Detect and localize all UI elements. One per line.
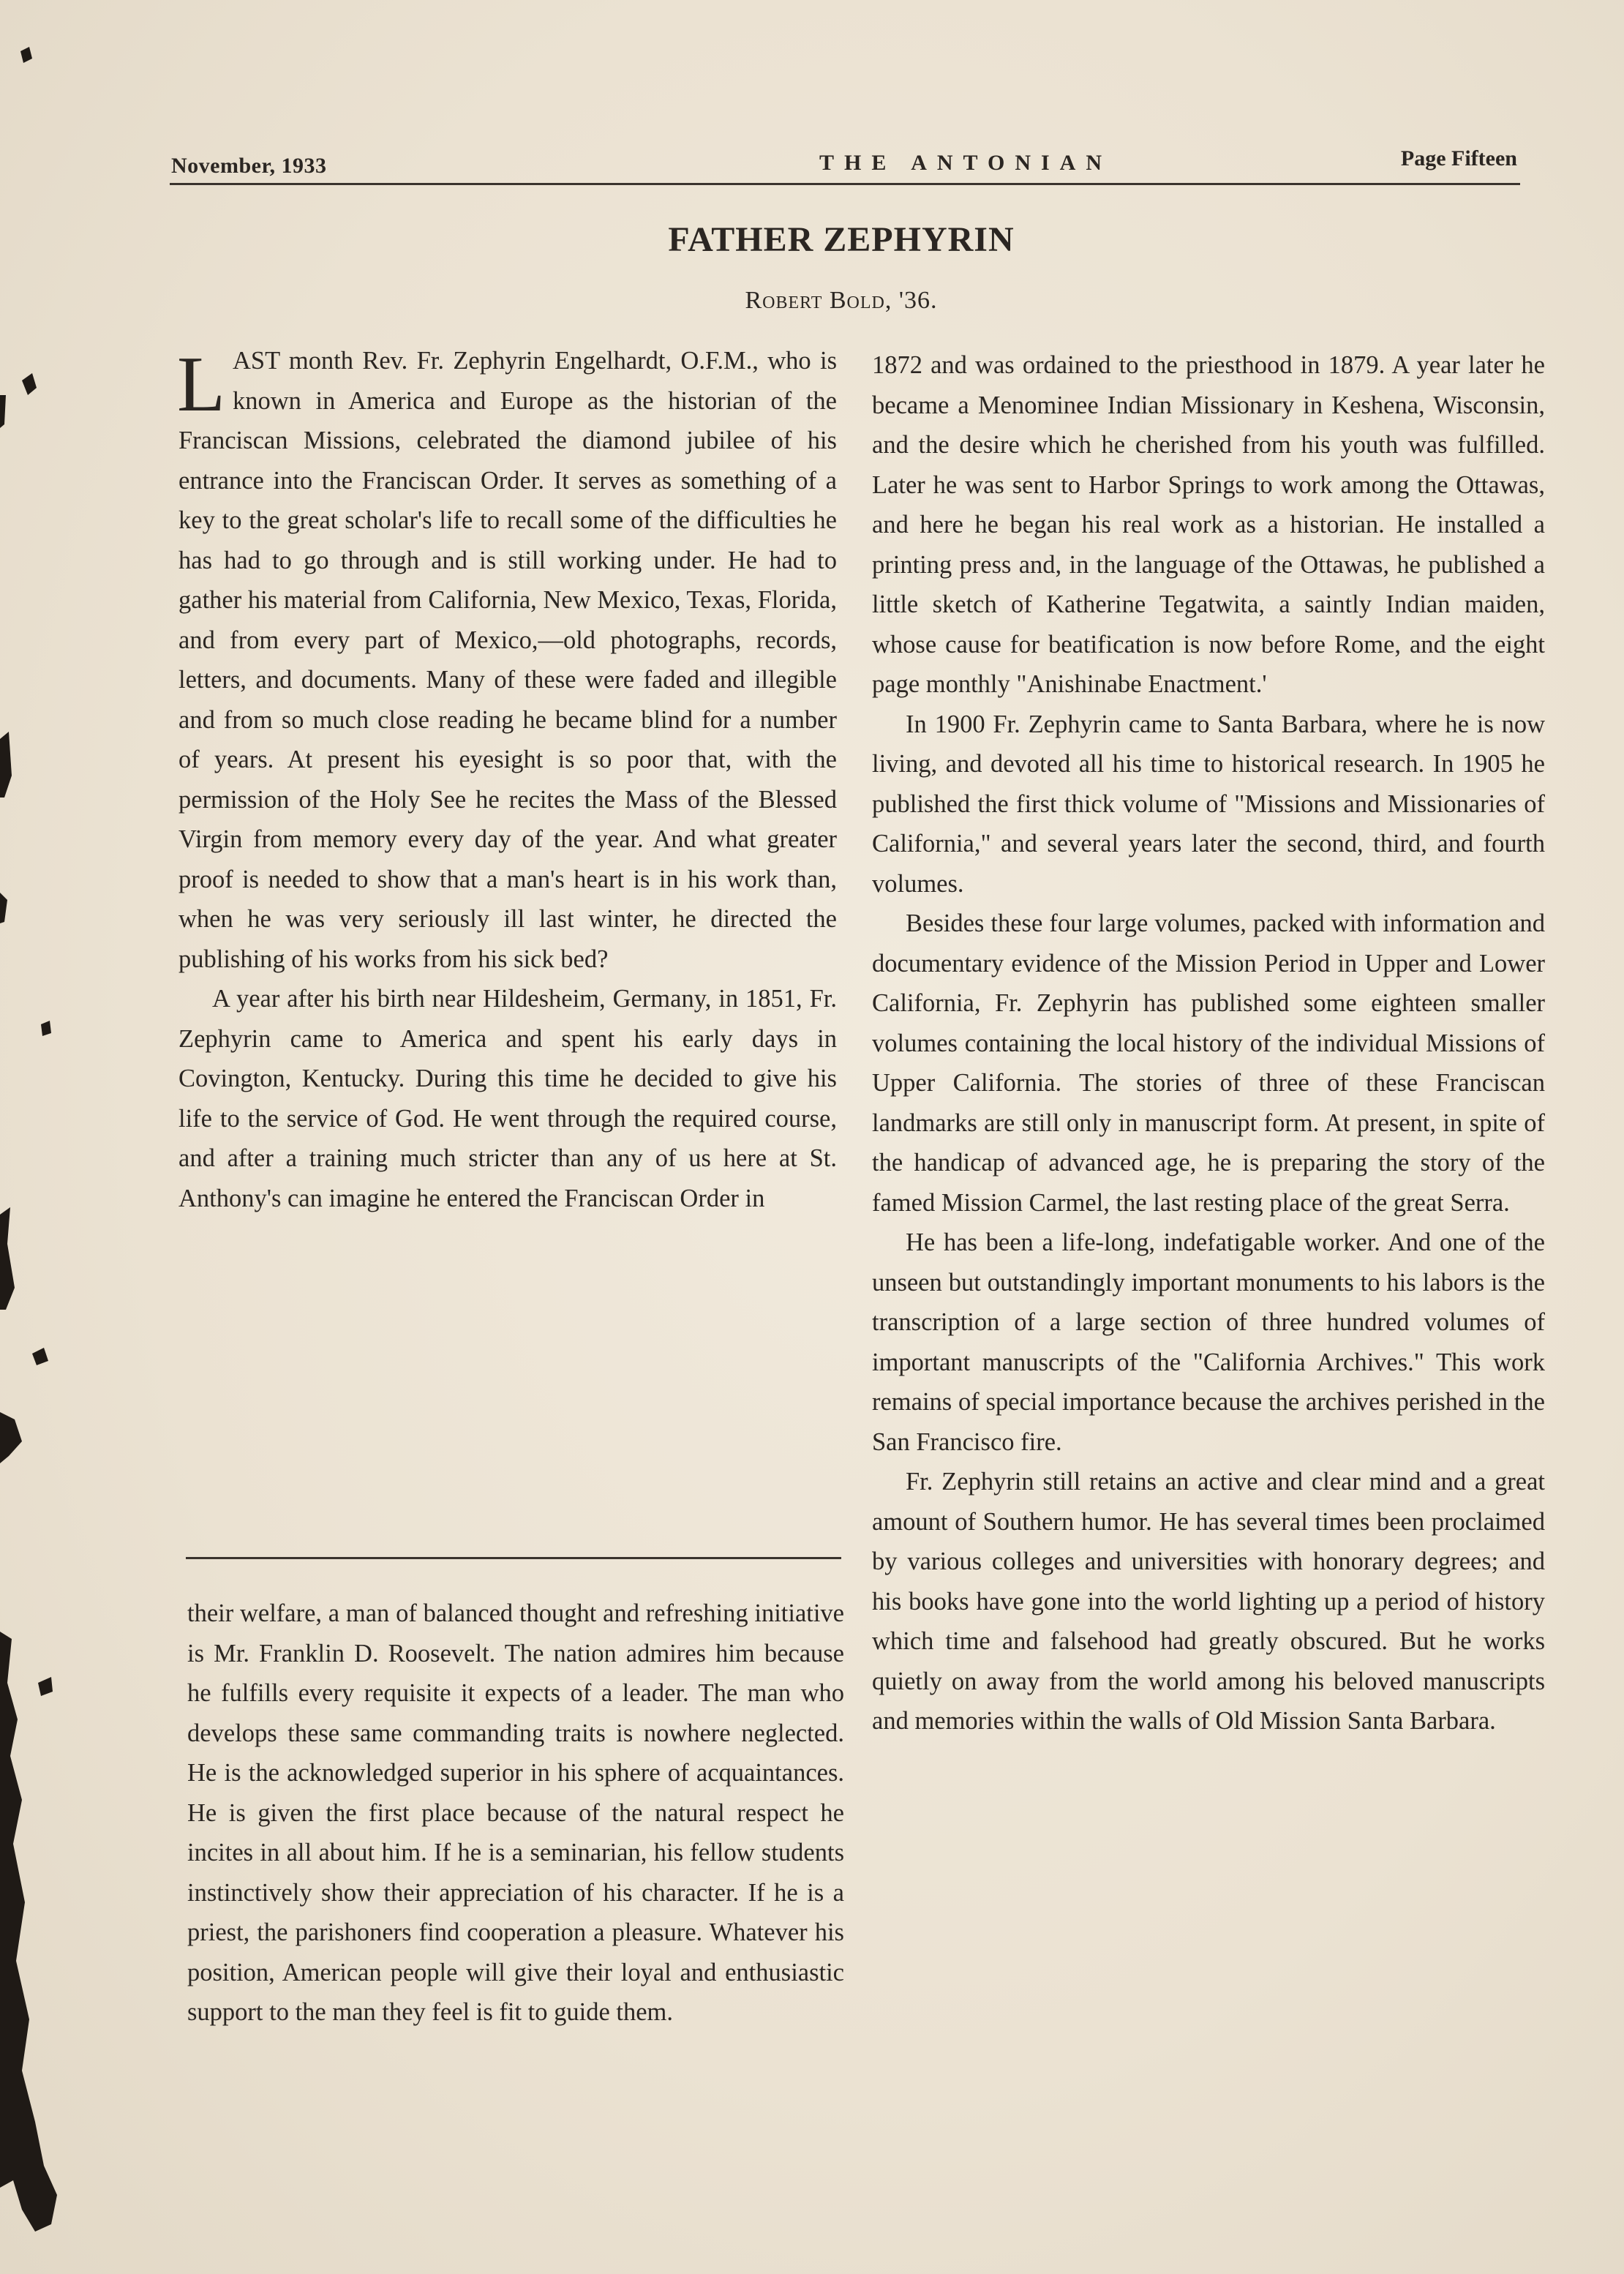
paragraph: their welfare, a man of balanced thought and refreshing initiative is Mr. Franklin D. Roosevelt. The nation admires him because he fulfills every requisite it expects of a leader. The man who develops these same commanding traits is nowhere neglected. He is the acknowledged superior in his sphere of acquaintances. He is given the first place because of the natural respect he incites in all about him. If he is a seminarian, his fellow students instinctively show their appreciation of his character. If he is a priest, the parishoners find cooperation a pleasure. Whatever his position, American people will give their loyal and enthusiastic support to the man they feel is fit to guide them. [187,1599,844,2026]
issue-date: November, 1933 [171,154,327,178]
publication-name: THE ANTONIAN [819,151,1113,175]
paragraph: He has been a life-long, indefatigable worker. And one of the unseen but outstandingly important monuments to his labors is the transcription of a large section of three hundred volumes of important manuscripts of the "California Archives." This work remains of special importance because the archives perished in the San Francisco fire. [872,1228,1545,1456]
paragraph: Besides these four large volumes, packed with information and documentary evidence of the Mission Period in Upper and Lower California, Fr. Zephyrin has published some eighteen smaller volumes containing the local history of the individual Missions of Upper California. The stories of three of these Franciscan landmarks are still only in manuscript form. At present, in spite of the handicap of advanced age, he is preparing the story of the famed Mission Carmel, the last resting place of the great Serra. [872,909,1545,1217]
paragraph: Fr. Zephyrin still retains an active and clear mind and a great amount of Southern humor. He has several times been proclaimed by various colleges and universities with honorary degrees; and his books have gone into the world lighting up a period of history which time and falsehood had greatly obscured. But he works quietly on away from the world among his beloved manuscripts and memories within the walls of Old Mission Santa Barbara. [872,1468,1545,1735]
article-title: FATHER ZEPHYRIN [668,220,1015,259]
left-column-bottom [187,1594,844,2033]
paragraph-text: AST month Rev. Fr. Zephyrin Engelhardt, O.F.M., who is known in America and Europe as the historian of the Franciscan Missions, celebrated the diamond jubilee of his entrance into the Franciscan Order. It serves as something of a key to the great scholar's life to recall some of the difficulties he has had to go through and is still working under. He had to gather his material from California, New Mexico, Texas, Florida, and from every part of Mexico,—old photographs, records, letters, and documents. Many of these were faded and illegible and from so much close reading he became blind for a number of years. At present his eyesight is so poor that, with the permission of the Holy See he recites the Mass of the Blessed Virgin from memory every day of the year. And what greater proof is needed to show that a man's heart is in his work than, when he was very seriously ill last winter, he directed the publishing of his works from his sick bed? [178,347,837,973]
paragraph [178,341,837,979]
column-divider-rule [186,1557,841,1559]
left-column-top [178,341,837,1218]
running-header [170,143,1520,185]
paragraph: 1872 and was ordained to the priesthood in 1879. A year later he became a Menominee Indian Missionary in Keshena, Wisconsin, and the desire which he cherished from his youth was fulfilled. Later he was sent to Harbor Springs to work among the Ottawas, and here he began his real work as a historian. He installed a printing press and, in the language of the Ottawas, he published a little sketch of Katherine Tegatwita, a saintly Indian maiden, whose cause for beatification is now before Rome, and the eight page monthly "Anishinabe Enactment.' [872,351,1545,698]
paragraph: In 1900 Fr. Zephyrin came to Santa Barbara, where he is now living, and devoted all his time to historical research. In 1905 he published the first thick volume of "Missions and Missionaries of California," and several years later the second, third, and fourth volumes. [872,710,1545,898]
drop-cap: L [177,341,225,428]
paragraph: A year after his birth near Hildesheim, Germany, in 1851, Fr. Zephyrin came to America and spent his early days in Covington, Kentucky. During this time he decided to give his life to the service of God. He went through the required course, and after a training much stricter than any of us here at St. Anthony's can imagine he entered the Franciscan Order in [178,985,837,1212]
page-number: Page Fifteen [1400,146,1517,170]
right-column [872,345,1545,1741]
torn-edge-marks [0,0,66,2274]
article-byline: Robert Bold, '36. [745,287,938,314]
